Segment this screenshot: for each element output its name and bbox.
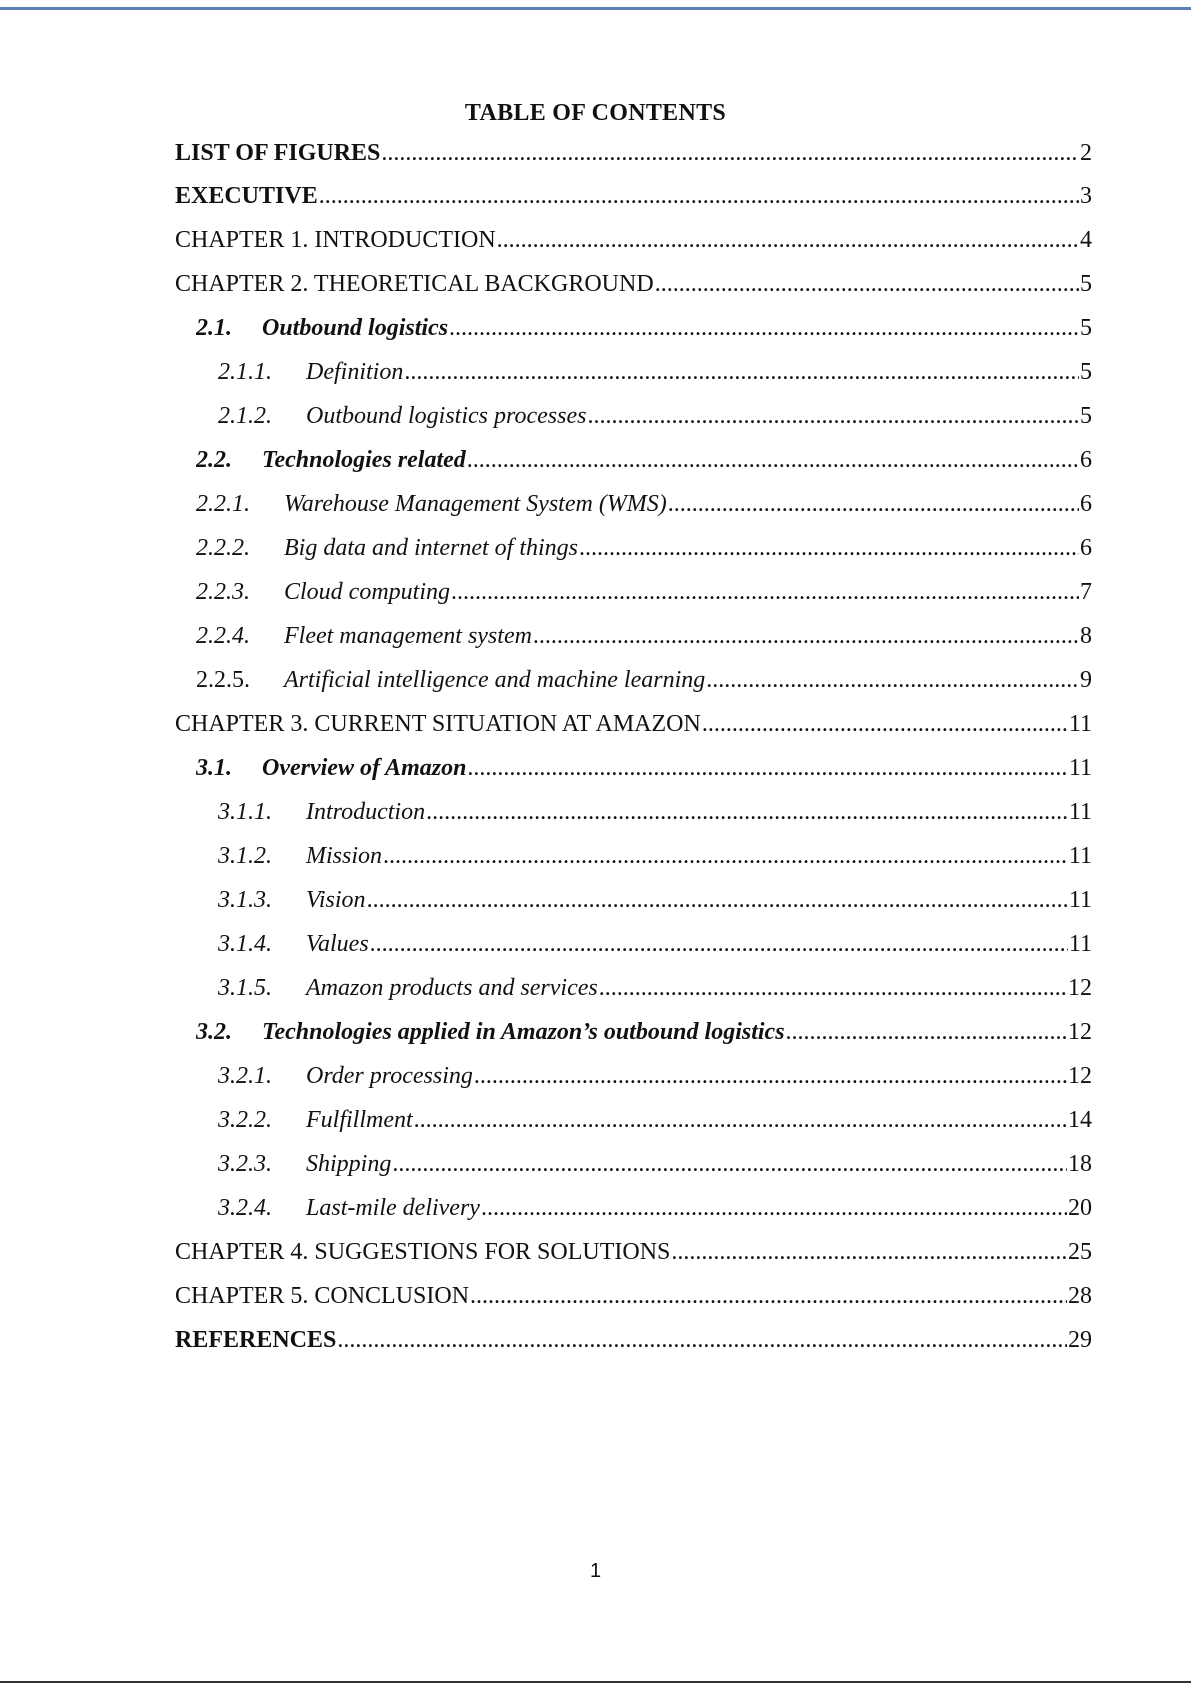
toc-entry-number: 3.2.4. xyxy=(218,1195,272,1221)
toc-entry-title: Introduction xyxy=(306,799,426,825)
toc-entry[interactable] xyxy=(196,535,1092,569)
toc-entry[interactable] xyxy=(175,1239,1092,1273)
dot-leader xyxy=(337,1327,1067,1354)
toc-entry-page: 28 xyxy=(1068,1283,1092,1309)
toc-entry-page: 18 xyxy=(1068,1151,1092,1177)
toc-entry-title: Shipping xyxy=(306,1151,392,1177)
toc-entry[interactable] xyxy=(218,1107,1092,1141)
dot-leader xyxy=(497,227,1079,254)
dot-leader xyxy=(481,1195,1067,1222)
toc-entry-page: 12 xyxy=(1068,1063,1092,1089)
toc-entry-page: 6 xyxy=(1080,447,1092,473)
toc-entry-page: 11 xyxy=(1068,843,1092,869)
toc-entry-page: 9 xyxy=(1080,667,1092,693)
toc-entry-number: 2.2.1. xyxy=(196,491,250,517)
toc-entry-title: Definition xyxy=(306,359,404,385)
toc-entry[interactable] xyxy=(196,447,1092,481)
toc-entry-number: 3.2.2. xyxy=(218,1107,272,1133)
toc-entry-title: CHAPTER 3. CURRENT SITUATION AT AMAZON xyxy=(175,711,701,737)
dot-leader xyxy=(786,1019,1067,1046)
toc-entry-page: 12 xyxy=(1068,1019,1092,1045)
toc-entry-number: 3.1.2. xyxy=(218,843,272,869)
toc-entry-number: 3.1.5. xyxy=(218,975,272,1001)
toc-entry-number: 3.2.3. xyxy=(218,1151,272,1177)
toc-entry[interactable] xyxy=(175,1283,1092,1317)
dot-leader xyxy=(702,711,1068,738)
toc-entry-title: CHAPTER 4. SUGGESTIONS FOR SOLUTIONS xyxy=(175,1239,671,1265)
toc-entry-page: 5 xyxy=(1080,271,1092,297)
toc-entry[interactable] xyxy=(218,975,1092,1009)
dot-leader xyxy=(383,843,1068,870)
dot-leader xyxy=(319,183,1079,210)
toc-entry-title: Values xyxy=(306,931,369,957)
top-rule xyxy=(0,7,1191,10)
toc-entry[interactable] xyxy=(175,1327,1092,1361)
page-title: TABLE OF CONTENTS xyxy=(464,100,727,126)
toc-entry-page: 4 xyxy=(1080,227,1092,253)
toc-entry[interactable] xyxy=(175,140,1092,174)
dot-leader xyxy=(370,931,1068,958)
toc-entry[interactable] xyxy=(175,227,1092,261)
dot-leader xyxy=(706,667,1079,694)
toc-entry-title: Big data and internet of things xyxy=(284,535,578,561)
toc-entry[interactable] xyxy=(218,1063,1092,1097)
toc-entry[interactable] xyxy=(196,315,1092,349)
toc-entry-page: 12 xyxy=(1068,975,1092,1001)
toc-entry-title: EXECUTIVE xyxy=(175,183,318,209)
toc-entry-title: Overview of Amazon xyxy=(262,755,467,781)
toc-entry-page: 14 xyxy=(1068,1107,1092,1133)
dot-leader xyxy=(655,271,1079,298)
toc-entry-number: 2.2.2. xyxy=(196,535,250,561)
toc-entry-title: CHAPTER 2. THEORETICAL BACKGROUND xyxy=(175,271,654,297)
toc-entry[interactable] xyxy=(218,799,1092,833)
toc-entry[interactable] xyxy=(196,1019,1092,1053)
dot-leader xyxy=(579,535,1079,562)
dot-leader xyxy=(470,1283,1067,1310)
toc-entry-page: 5 xyxy=(1080,403,1092,429)
toc-entry-page: 11 xyxy=(1068,755,1092,781)
toc-entry-title: REFERENCES xyxy=(175,1327,337,1353)
toc-entry-title: Order processing xyxy=(306,1063,473,1089)
toc-entry[interactable] xyxy=(218,1195,1092,1229)
toc-entry-page: 11 xyxy=(1068,799,1092,825)
toc-entry-page: 7 xyxy=(1080,579,1092,605)
toc-entry[interactable] xyxy=(196,623,1092,657)
toc-entry-title: Fleet management system xyxy=(284,623,532,649)
toc-entry-number: 3.1.3. xyxy=(218,887,272,913)
toc-entry[interactable] xyxy=(175,271,1092,305)
toc-entry-page: 3 xyxy=(1080,183,1092,209)
toc-entry-title: Outbound logistics processes xyxy=(306,403,587,429)
toc-entry-number: 3.1.4. xyxy=(218,931,272,957)
toc-entry[interactable] xyxy=(175,183,1092,217)
toc-entry-title: Fulfillment xyxy=(306,1107,413,1133)
toc-entry-page: 11 xyxy=(1068,711,1092,737)
toc-entry-page: 5 xyxy=(1080,315,1092,341)
toc-entry[interactable] xyxy=(218,1151,1092,1185)
dot-leader xyxy=(467,755,1067,782)
toc-entry-number: 3.2. xyxy=(196,1019,232,1045)
toc-entry-page: 25 xyxy=(1068,1239,1092,1265)
toc-entry-number: 3.2.1. xyxy=(218,1063,272,1089)
toc-entry-title: Artificial intelligence and machine learning xyxy=(284,667,706,693)
toc-entry-title: Outbound logistics xyxy=(262,315,449,341)
toc-entry-page: 6 xyxy=(1080,491,1092,517)
dot-leader xyxy=(474,1063,1067,1090)
toc-entry[interactable] xyxy=(218,359,1092,393)
toc-entry-page: 29 xyxy=(1068,1327,1092,1353)
dot-leader xyxy=(404,359,1079,386)
toc-entry-number: 2.2.5. xyxy=(196,667,250,693)
toc-entry-title: Cloud computing xyxy=(284,579,450,605)
toc-entry[interactable] xyxy=(218,887,1092,921)
dot-leader xyxy=(449,315,1079,342)
toc-entry-page: 11 xyxy=(1068,887,1092,913)
toc-entry[interactable] xyxy=(218,403,1092,437)
toc-entry-title: Technologies related xyxy=(262,447,466,473)
toc-entry-page: 11 xyxy=(1068,931,1092,957)
toc-entry[interactable] xyxy=(218,931,1092,965)
bottom-rule xyxy=(0,1681,1191,1683)
dot-leader xyxy=(392,1151,1067,1178)
toc-entry-title: CHAPTER 5. CONCLUSION xyxy=(175,1283,470,1309)
toc-entry-title: Technologies applied in Amazon’s outbound logistics xyxy=(262,1019,785,1045)
toc-entry-number: 2.1.1. xyxy=(218,359,272,385)
dot-leader xyxy=(599,975,1067,1002)
toc-entry-number: 2.2.4. xyxy=(196,623,250,649)
dot-leader xyxy=(426,799,1068,826)
toc-entry-page: 2 xyxy=(1080,140,1092,166)
toc-entry-title: Warehouse Management System (WMS) xyxy=(284,491,667,517)
toc-entry-page: 20 xyxy=(1068,1195,1092,1221)
dot-leader xyxy=(671,1239,1067,1266)
dot-leader xyxy=(367,887,1068,914)
dot-leader xyxy=(414,1107,1067,1134)
toc-entry[interactable] xyxy=(196,491,1092,525)
dot-leader xyxy=(451,579,1079,606)
dot-leader xyxy=(467,447,1079,474)
toc-entry[interactable] xyxy=(218,843,1092,877)
dot-leader xyxy=(668,491,1079,518)
toc-entry-page: 8 xyxy=(1080,623,1092,649)
page-number: 1 xyxy=(589,1560,602,1582)
toc-entry-title: Last-mile delivery xyxy=(306,1195,480,1221)
toc-entry[interactable] xyxy=(175,711,1092,745)
toc-entry[interactable] xyxy=(196,755,1092,789)
dot-leader xyxy=(587,403,1079,430)
toc-entry-title: Amazon products and services xyxy=(306,975,598,1001)
toc-entry-number: 2.2.3. xyxy=(196,579,250,605)
toc-entry-title: LIST OF FIGURES xyxy=(175,140,381,166)
toc-entry[interactable] xyxy=(196,579,1092,613)
toc-entry-page: 5 xyxy=(1080,359,1092,385)
toc-entry[interactable] xyxy=(196,667,1092,701)
toc-entry-number: 2.2. xyxy=(196,447,232,473)
toc-entry-number: 2.1. xyxy=(196,315,232,341)
toc-entry-title: Vision xyxy=(306,887,366,913)
toc-entry-title: Mission xyxy=(306,843,383,869)
dot-leader xyxy=(381,140,1079,167)
dot-leader xyxy=(533,623,1079,650)
toc-entry-number: 3.1. xyxy=(196,755,232,781)
toc-entry-number: 3.1.1. xyxy=(218,799,272,825)
toc-entry-title: CHAPTER 1. INTRODUCTION xyxy=(175,227,496,253)
toc-entry-page: 6 xyxy=(1080,535,1092,561)
toc-entry-number: 2.1.2. xyxy=(218,403,272,429)
